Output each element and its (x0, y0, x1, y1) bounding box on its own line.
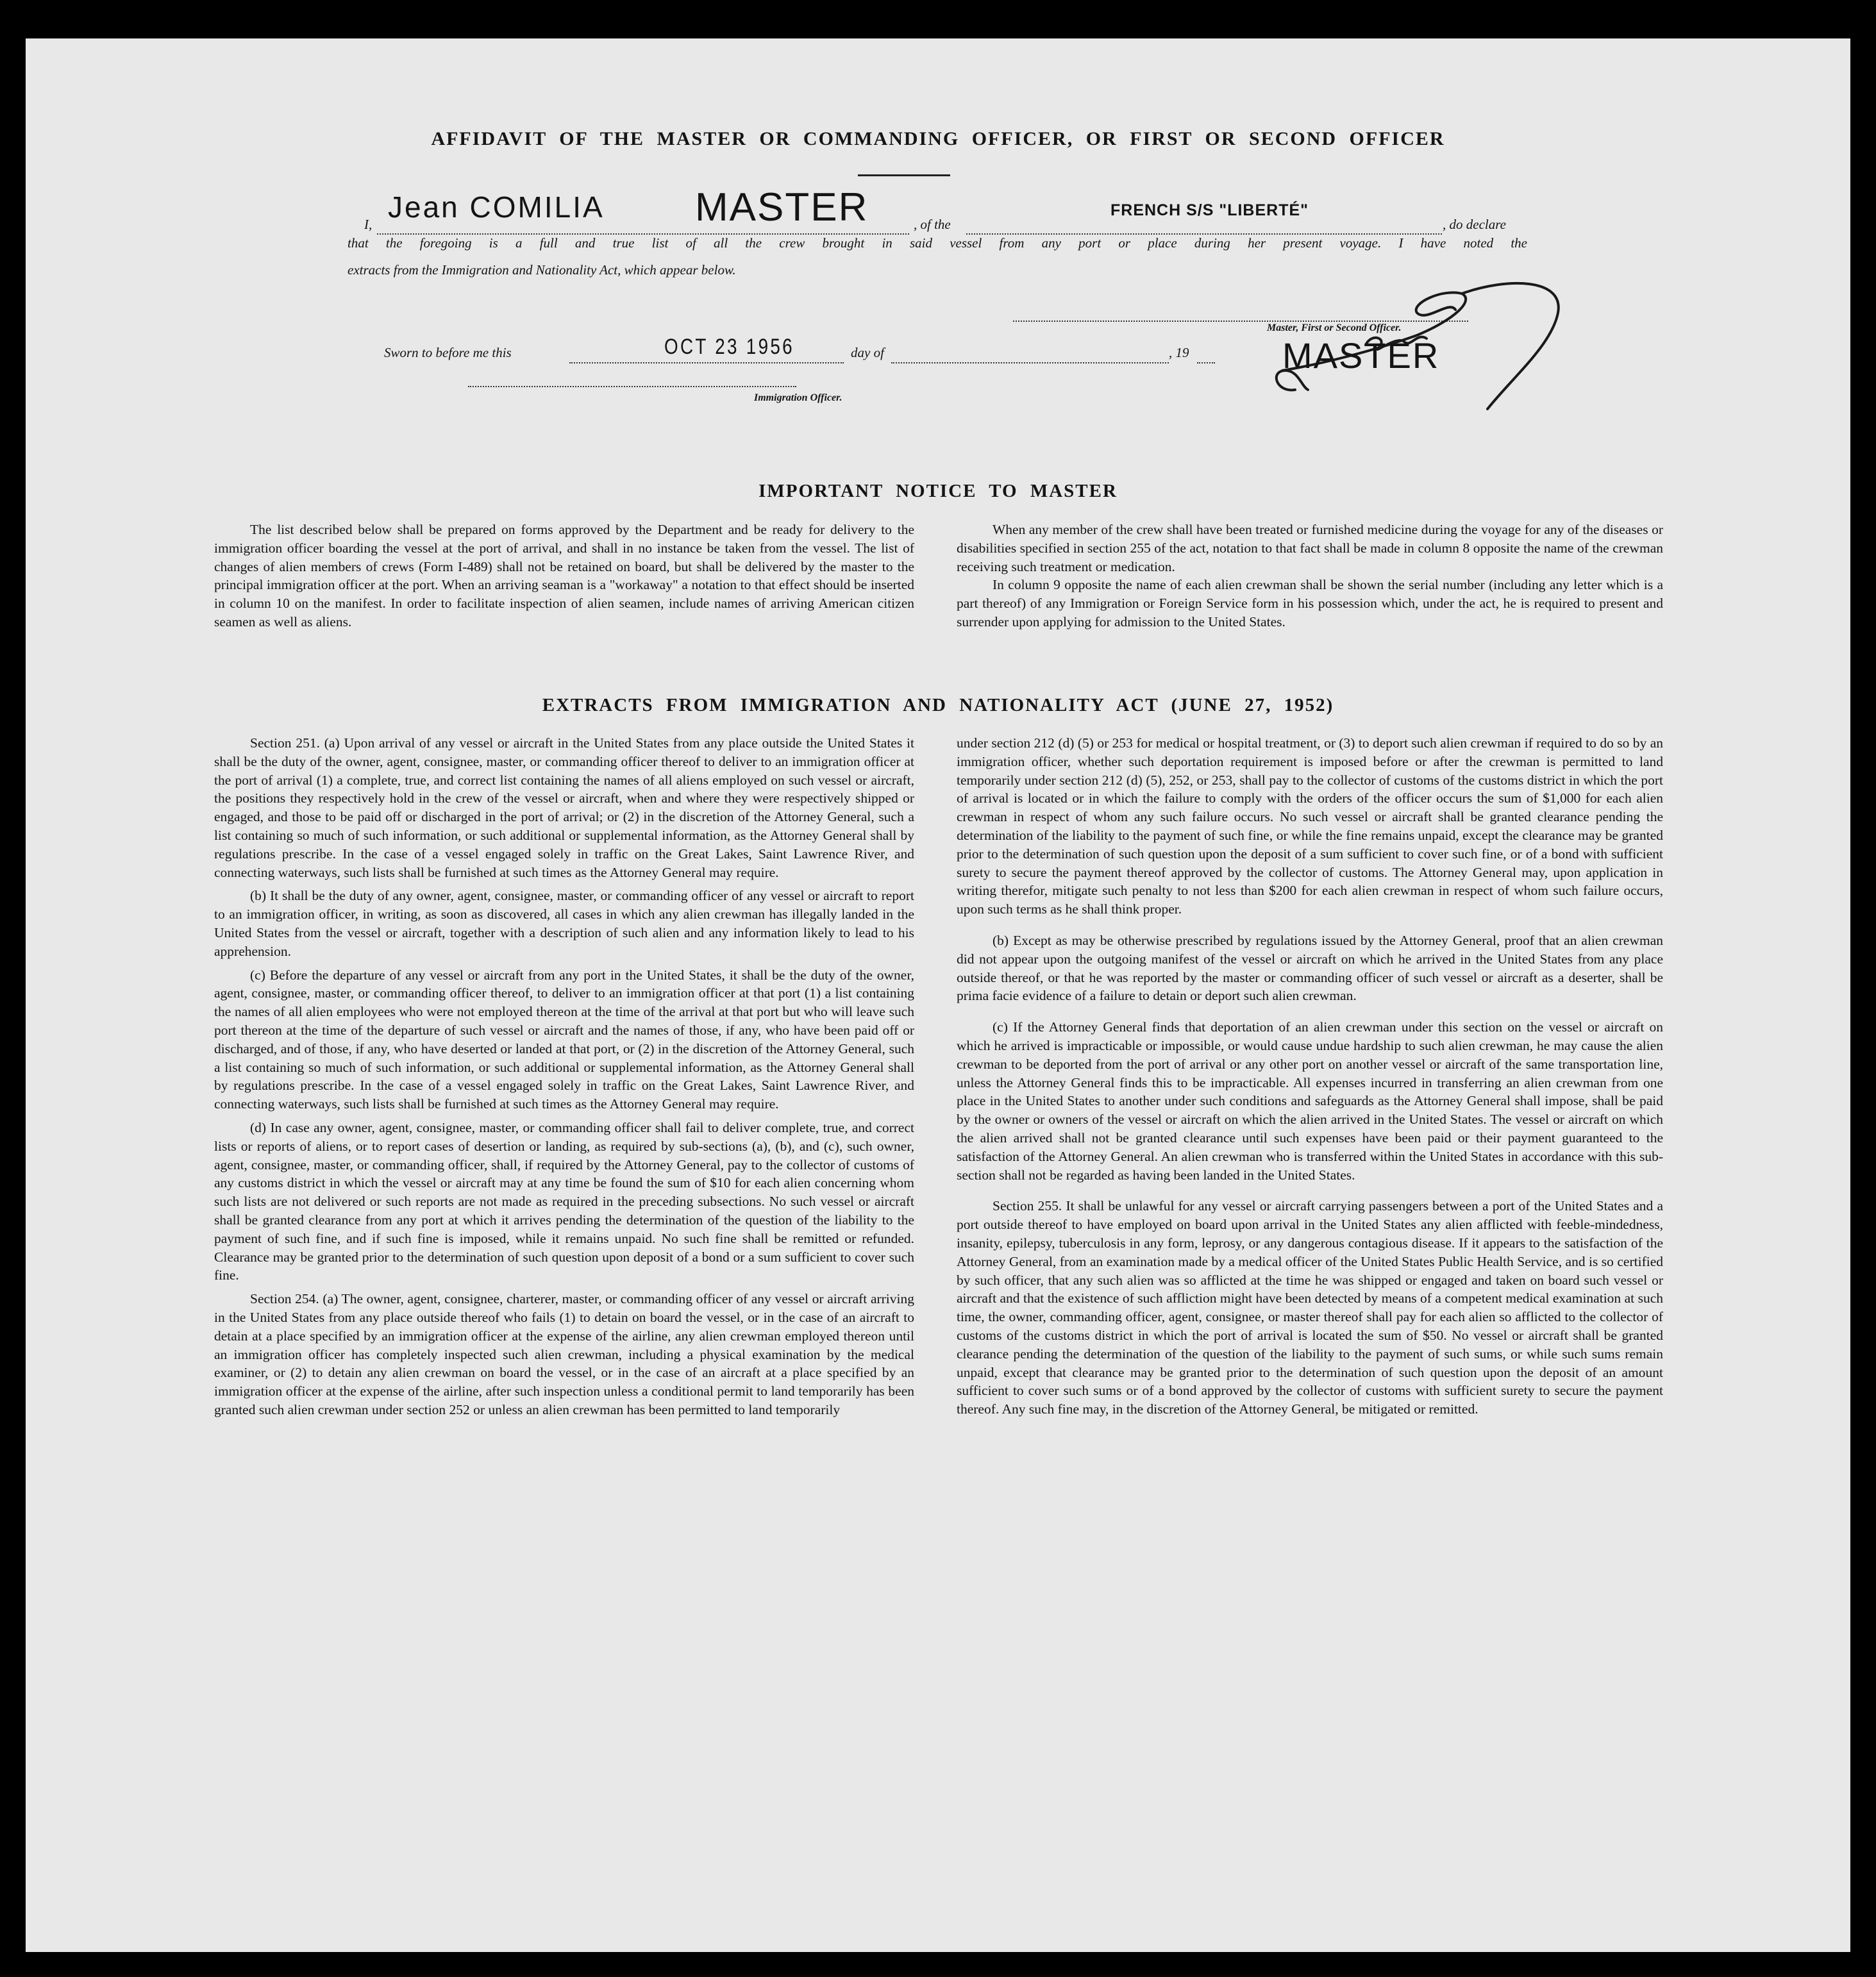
title-divider (858, 174, 950, 176)
extracts-left-column (214, 734, 914, 1419)
master-rank: MASTER (695, 185, 869, 229)
section-254b: (b) Except as may be otherwise prescribed by regulations issued by the Attorney General, proof that an alien crewman did not appear upon the outgoing manifest of the vessel or aircraft on which he arrived in the United States from any place outside thereof, or that he was reported by the master or commanding officer of such vessel or aircraft as a deserter, shall be prima facie evidence of a failure to detain or deport such alien crewman. (957, 932, 1663, 1004)
section-251c: (c) Before the departure of any vessel or aircraft from any port in the United States, it shall be the duty of the owner, agent, consignee, master, or commanding officer thereof, to deliver to an immigration officer at that port (1) a list containing the names of all alien employees who were not employed thereon at the time of the arrival at that port but who will leave such port thereon at the time of the departure of such vessel or aircraft and the names of those, if any, who have been paid off or discharged, and of those, if any, who have deserted or landed at that port, or (2) in the discretion of the Attorney General, such a list containing so much of such information, or such additional or supplemental information, as the Attorney General shall by regulations prescribe. In the case of a vessel engaged solely in traffic on the Great Lakes, Saint Lawrence River, and connecting waterways, such lists shall be furnished at such times as the Attorney General may require. (214, 967, 914, 1112)
statement-line-1: that the foregoing is a full and true list of all the crew brought in said vessel from any port or place during her present voyage. I have noted the (348, 235, 1527, 251)
i-label: I, (364, 217, 373, 232)
section-254c: (c) If the Attorney General finds that deportation of an alien crewman under this section on the vessel or aircraft on which he arrived is impracticable or impossible, or would cause undue hardship to such alien crewman, he may cause the alien crewman to be deported from the port of arrival or any other port on another vessel or aircraft of the same transportation line, unless the Attorney General finds this to be impracticable. All expenses incurred in transferring an alien crewman from one place in the United States to another under such conditions and safeguards as the Attorney General shall impose, shall be paid by the owner or owners of the vessel or aircraft on which the alien arrived in the United States. The vessel or aircraft on which the alien arrived shall not be granted clearance until such expenses have been paid or their payment guaranteed to the satisfaction of the Attorney General. An alien crewman who is transferred within the United States in accordance with this sub-section shall not be regarded as having been landed in the United States. (957, 1019, 1663, 1183)
signature-caption: Master, First or Second Officer. (1267, 322, 1402, 333)
vessel-name: FRENCH S/S "LIBERTÉ" (1110, 201, 1309, 219)
sworn-label: Sworn to before me this (384, 345, 512, 360)
master-name: Jean COMILIA (388, 190, 605, 224)
month-line (891, 362, 1169, 363)
year-label: , 19 (1169, 345, 1189, 360)
officer-caption: Immigration Officer. (754, 392, 842, 403)
document-sheet (26, 38, 1850, 1952)
extracts-title: EXTRACTS FROM IMMIGRATION AND NATIONALITY ACT (JUNE 27, 1952) (542, 695, 1334, 715)
notice-right-column (957, 521, 1663, 631)
of-the-label: , of the (914, 217, 951, 232)
master-stamp: MASTER (1282, 335, 1440, 376)
section-254a: Section 254. (a) The owner, agent, consignee, charterer, master, or commanding officer of any vessel or aircraft arriving in the United States from any place outside thereof who fails (1) to detain on board the vessel, or in the case of an aircraft to detain at a place specified by an immigration officer at the expense of the airline, any alien crewman employed thereon until an immigration officer has completely inspected such alien crewman, including a physical examination by the medical examiner, or (2) to detain any alien crewman on board the vessel, or in the case of an aircraft at a place specified by an immigration officer at the expense of the airline, after such inspection unless a conditional permit to land temporarily has been granted such alien crewman under section 252 or unless an alien crewman has been permitted to land temporarily (214, 1291, 914, 1417)
day-of-label: day of (851, 345, 884, 360)
section-254a-continued: under section 212 (d) (5) or 253 for medical or hospital treatment, or (3) to deport such alien crewman if required to do so by an immigration officer, whether such deportation requirement is imposed before or after the crewman is permitted to land temporarily under section 212 (d) (5), 252, or 253, shall pay to the collector of customs of the customs district in which the port of arrival is located or in which the failure to comply with the orders of the officer occurs the sum of $1,000 for each alien crewman in respect of whom any such failure occurs. No such vessel or aircraft shall be granted clearance pending the determination of the liability to the payment of such fine, or while the fine remains unpaid, except the clearance may be granted prior to the determination of such question upon the deposit of a sum sufficient to cover such fine, or of a bond with sufficient surety to secure the payment thereof approved by the collector of customs. The Attorney General may, upon application in writing therefor, mitigate such penalty to not less than $200 for each alien crewman in respect of whom such failure occurs, upon such terms as he shall think proper. (957, 735, 1663, 917)
sworn-date: OCT 23 1956 (664, 335, 794, 359)
affidavit-title: AFFIDAVIT OF THE MASTER OR COMMANDING OFFICER, OR FIRST OR SECOND OFFICER (431, 128, 1445, 149)
section-251a: Section 251. (a) Upon arrival of any vessel or aircraft in the United States from any place outside the United States it shall be the duty of the owner, agent, consignee, master, or commanding officer thereof to deliver to an immigration officer at the port of arrival (1) a complete, true, and correct list containing the names of all aliens employed on such vessel or aircraft, the positions they respectively hold in the crew of the vessel or aircraft, when and where they were respectively shipped or engaged, and those to be paid off or discharged in the port of arrival; or (2) in the discretion of the Attorney General, such a list containing so much of such information, or such additional or supplemental information, as the Attorney General shall by regulations prescribe. In the case of a vessel engaged solely in traffic on the Great Lakes, Saint Lawrence River, and connecting waterways, such lists shall be furnished at such times as the Attorney General may require. (214, 735, 914, 880)
declare-label: , do declare (1443, 217, 1506, 232)
sworn-date-line (569, 362, 844, 363)
notice-paragraph: In column 9 opposite the name of each alien crewman shall be shown the serial number (including any letter which is a part thereof) of any Immigration or Foreign Service form in his possession which, under the act, he is required to present and surrender upon applying for admission to the United States. (957, 577, 1663, 630)
extracts-right-column (957, 734, 1663, 1419)
notice-paragraph: The list described below shall be prepared on forms approved by the Department and be ready for delivery to the immigration officer boarding the vessel at the port of arrival, and shall in no instance be taken from the vessel. The list of changes of alien members of crews (Form I-489) shall not be retained on board, but shall be delivered by the master to the principal immigration officer at the port. When an arriving seaman is a "workaway" a notation to that effect should be inserted in column 10 on the manifest. In order to facilitate inspection of alien seamen, include names of arriving American citizen seamen as well as aliens. (214, 522, 914, 630)
section-255: Section 255. It shall be unlawful for any vessel or aircraft carrying passengers between a port of the United States and a port outside thereof to have employed on board upon arrival in the United States any alien afflicted with feeble-mindedness, insanity, epilepsy, tuberculosis in any form, leprosy, or any dangerous contagious disease. If it appears to the satisfaction of the Attorney General, from an examination made by a medical officer of the United States Public Health Service, and is so certified by such officer, that any such alien was so afflicted at the time he was shipped or engaged and taken on board such vessel or aircraft and that the existence of such affliction might have been detected by means of a competent medical examination at such time, the owner, commanding officer, agent, consignee, or master thereof shall pay for each alien so afflicted to the collector of customs of the customs district in which the port of arrival is located the sum of $50. No vessel or aircraft shall be granted clearance pending the determination of the question of the liability to the payment of such sums, or while such sums remain unpaid, except that clearance may be granted prior to the determination of such question upon the deposit of an amount sufficient to cover such sums or of a bond approved by the collector of customs with sufficient surety to secure the payment thereof. Any such fine may, in the discretion of the Attorney General, be mitigated or remitted. (957, 1198, 1663, 1417)
notice-left-column (214, 521, 914, 631)
section-251d: (d) In case any owner, agent, consignee, master, or commanding officer shall fail to deliver complete, true, and correct lists or reports of aliens, or to report cases of desertion or landing, as required by sub-sections (a), (b), and (c), such owner, agent, consignee, master, or commanding officer, shall, if required by the Attorney General, pay to the collector of customs of any customs district in which the vessel or aircraft may at any time be found the sum of $10 for each alien concerning whom such lists are not delivered or such reports are not made as required in the preceding subsections. No such vessel or aircraft shall be granted clearance from any port at which it arrives pending the determination of the question of the liability to the payment of such fine, and if such fine is imposed, while it remains unpaid. No such fine shall be remitted or refunded. Clearance may be granted prior to the determination of such question upon deposit of a bond or a sum sufficient to cover such fine. (214, 1119, 914, 1283)
officer-signature-line (468, 386, 796, 387)
section-251b: (b) It shall be the duty of any owner, agent, consignee, master, or commanding officer of any vessel or aircraft to report to an immigration officer, in writing, as soon as discovered, all cases in which any alien crewman has illegally landed in the United States from the vessel or aircraft, together with a description of such alien and any information likely to lead to his apprehension. (214, 888, 914, 959)
statement-line-2: extracts from the Immigration and Nationality Act, which appear below. (348, 262, 736, 278)
notice-paragraph: When any member of the crew shall have been treated or furnished medicine during the voyage for any of the diseases or disabilities specified in section 255 of the act, notation to that fact shall be made in column 8 opposite the name of the crewman receiving such treatment or medication. (957, 522, 1663, 574)
notice-title: IMPORTANT NOTICE TO MASTER (758, 481, 1118, 501)
